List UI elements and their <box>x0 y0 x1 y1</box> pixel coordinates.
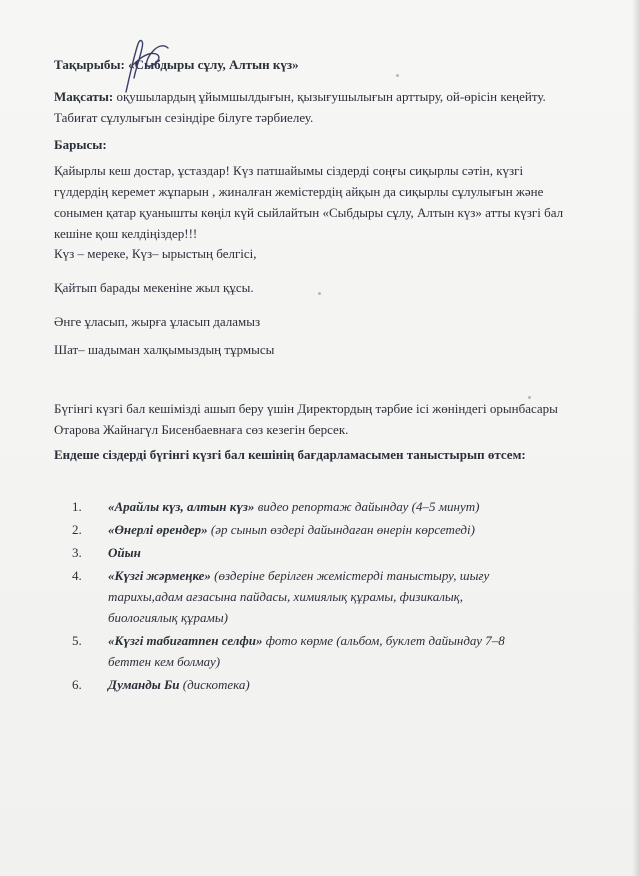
list-item: 4. «Күзгі жәрмеңке» (өздеріне берілген жемістерді таныстыру, шығу тарихы,адам ағзасына пайдасы, химиялық құрамы, физикалық, биологиялық құрамы) <box>72 568 490 625</box>
purpose-paragraph <box>54 86 574 128</box>
list-item: 5. «Күзгі табиғатпен селфи» фото көрме (альбом, буклет дайындау 7–8 беттен кем болмау) <box>72 633 505 669</box>
greeting-paragraph: Қайырлы кеш достар, ұстаздар! Күз патшайымы сіздерді соңғы сиқырлы сәтін, күзгі гүлдердің керемет жұпарын , жиналған жемістердің айқын да сиқырлы сұлулығын және сонымен қатар қуанышты көңіл күй сыйлайтын «Сыбдыры сұлу, Алтын күз» атты күзгі бал кешіне қош келдіңіздер!!! <box>54 163 564 241</box>
page-edge-shadow <box>632 0 640 876</box>
verse-line-3: Әнге ұласып, жырға ұласып даламыз <box>54 314 261 329</box>
scan-speck <box>396 74 399 77</box>
programme-list <box>54 496 534 697</box>
programme-intro: Ендеше сіздерді бүгінгі күзгі бал кешінің бағдарламасымен таныстырып өтсем: <box>54 447 526 462</box>
scan-speck <box>318 292 321 295</box>
list-item: 1. «Арайлы күз, алтын күз» видео репортаж дайындау (4–5 минут) <box>72 499 480 514</box>
verse-line-1: Күз – мереке, Күз– ырыстың белгісі, <box>54 246 257 261</box>
purpose-text: оқушылардың ұйымшылдығын, қызығушылығын арттыру, ой-өрісін кеңейту. Табиғат сұлулығын сезіндіре білуге тәрбиелеу. <box>54 89 546 125</box>
list-item: 3. Ойын <box>72 545 141 560</box>
list-item: 2. «Өнерлі өрендер» (әр сынып өздері дайындаған өнерін көрсетеді) <box>72 522 475 537</box>
topic-label: Тақырыбы: <box>54 57 125 72</box>
progress-heading: Барысы: <box>54 137 107 152</box>
opening-paragraph: Бүгінгі күзгі бал кешімізді ашып беру үшін Директордың тәрбие ісі жөніндегі орынбасары Отарова Жайнагүл Бисенбаевнаға сөз кезегін берсек. <box>54 401 558 437</box>
purpose-label: Мақсаты: <box>54 89 114 104</box>
verse-line-2: Қайтып барады мекеніне жыл құсы. <box>54 280 254 295</box>
list-item: 6. Думанды Би (дискотека) <box>72 677 250 692</box>
verse-line-4: Шат– шадыман халқымыздың тұрмысы <box>54 342 275 357</box>
scan-speck <box>528 396 531 399</box>
topic-text: «Сыбдыры сұлу, Алтын күз» <box>128 57 299 72</box>
